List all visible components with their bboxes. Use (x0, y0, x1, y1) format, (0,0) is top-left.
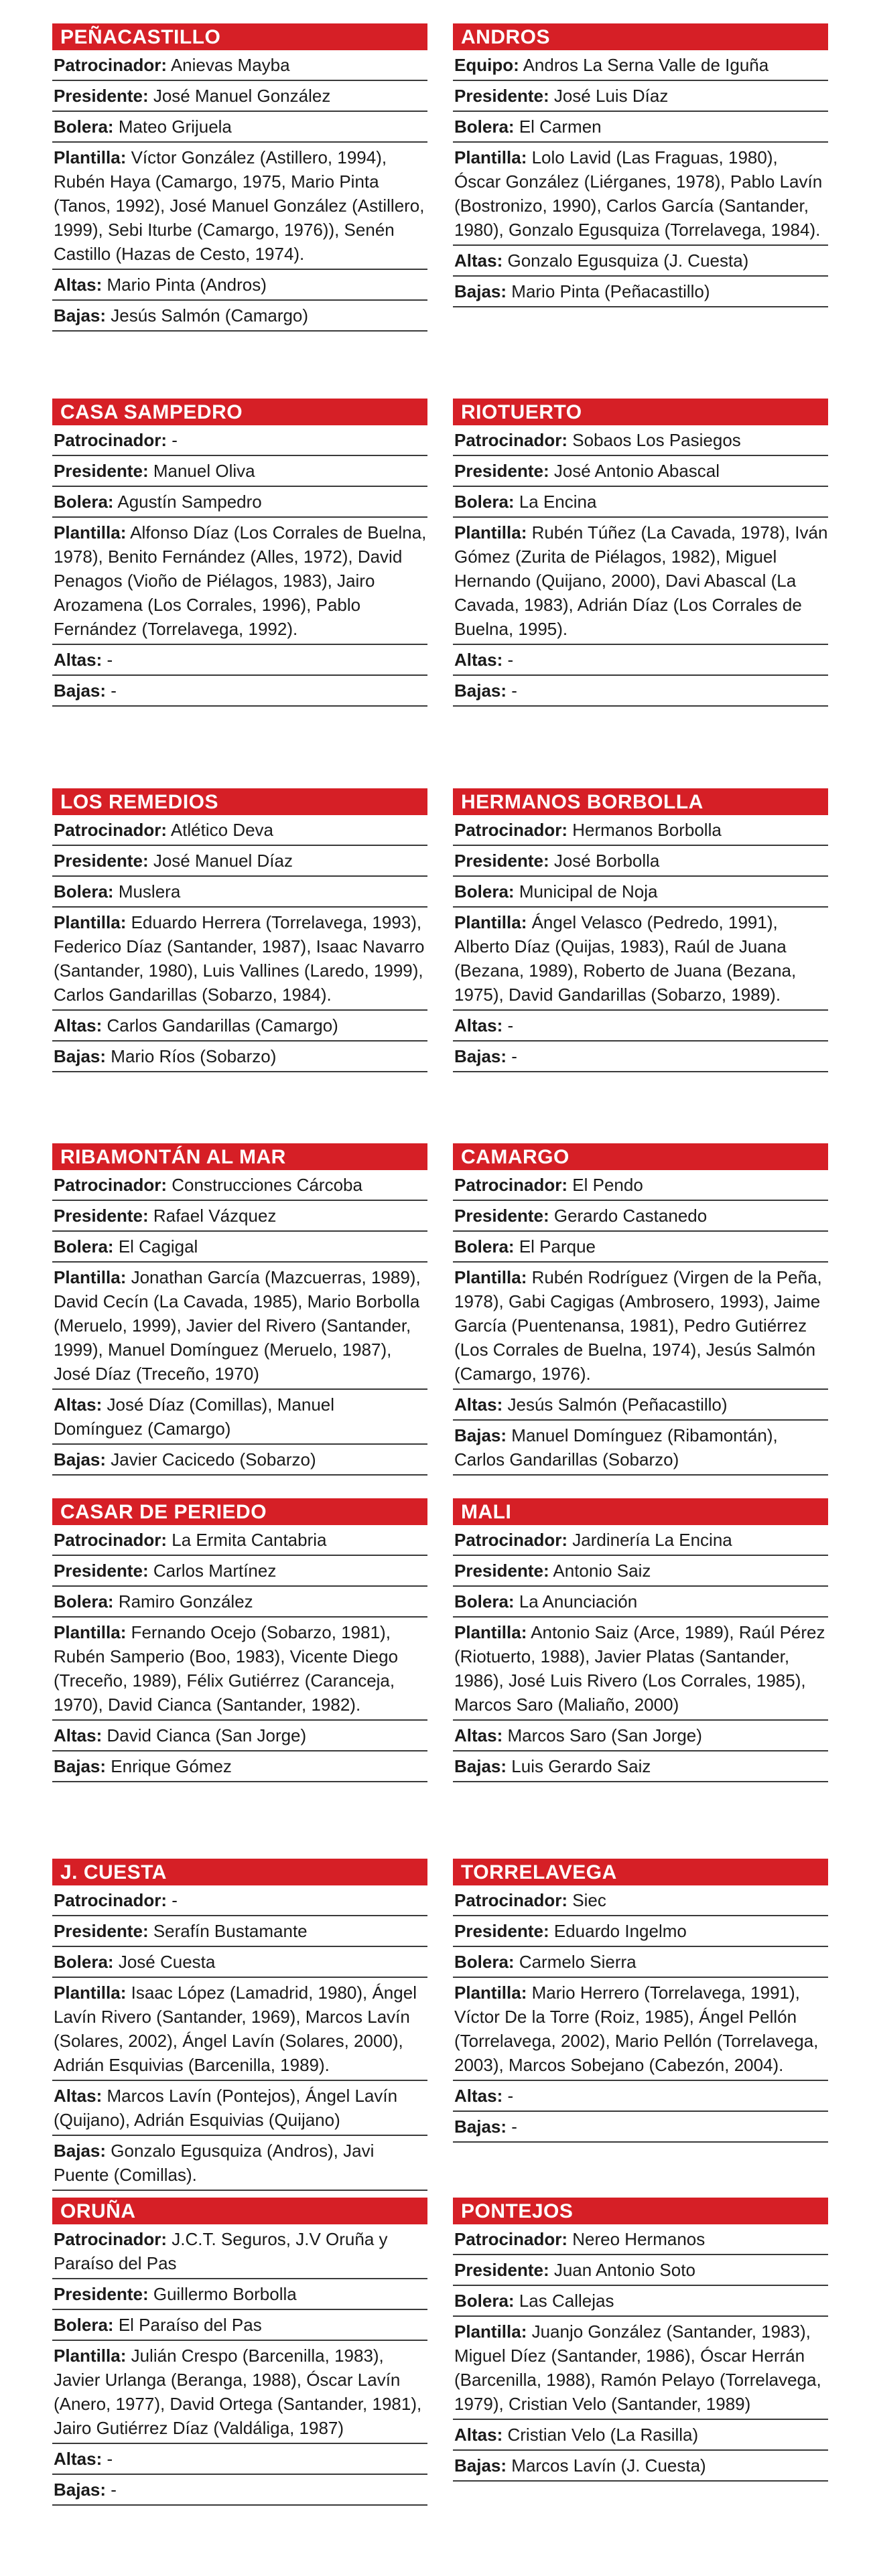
sponsor-value: Nereo Hermanos (572, 2229, 706, 2249)
president-label: Presidente: (54, 461, 149, 481)
president-value: Gerardo Castanedo (553, 1206, 708, 1226)
team-card-penacastillo (52, 23, 427, 332)
president-value: Juan Antonio Soto (553, 2260, 695, 2280)
president-row (52, 1556, 427, 1587)
in-label: Altas: (454, 1725, 503, 1745)
out-value: - (511, 681, 517, 701)
out-label: Bajas: (54, 1756, 107, 1776)
roster-row (52, 1263, 427, 1390)
roster-value: Antonio Saiz (Arce, 1989), Raúl Pérez (Riotuerto, 1988), Javier Platas (Santander, 1986), José Luis Rivero (Los Corrales, 1985), Marcos Saro (Maliaño, 2000) (454, 1622, 825, 1715)
sponsor-row (453, 1525, 828, 1556)
sponsor-value: El Pendo (572, 1175, 643, 1195)
out-row (52, 676, 427, 707)
sponsor-row (52, 425, 427, 456)
sponsor-row (52, 815, 427, 846)
team-name: ANDROS (453, 23, 828, 50)
in-row (52, 1390, 427, 1445)
roster-value: Rubén Túñez (La Cavada, 1978), Iván Gómez (Zurita de Piélagos, 1982), Miguel Hernando (Quijano, 2000), Davi Abascal (La Cavada, 1983), Adrián Díaz (Los Corrales de Buelna, 1995). (454, 522, 828, 639)
team-label: Equipo: (454, 55, 519, 75)
venue-label: Bolera: (54, 1952, 114, 1972)
in-label: Altas: (54, 650, 103, 670)
out-row (453, 2112, 828, 2143)
roster-value: Juanjo González (Santander, 1983), Miguel Díez (Santander, 1986), Óscar Herrán (Barcenilla, 1988), Ramón Pelayo (Torrelavega, 1979), Cristian Velo (Santander, 1989) (454, 2321, 821, 2414)
sponsor-value: Jardinería La Encina (572, 1530, 732, 1550)
team-card-casa-sampedro (52, 399, 427, 707)
in-row (453, 645, 828, 676)
sponsor-row (453, 2224, 828, 2255)
sponsor-row (52, 2224, 427, 2279)
out-value: - (511, 2117, 517, 2137)
roster-label: Plantilla: (454, 1622, 527, 1642)
roster-label: Plantilla: (454, 522, 527, 543)
sponsor-label: Patrocinador: (54, 55, 168, 75)
roster-label: Plantilla: (454, 147, 527, 167)
president-value: José Manuel González (153, 86, 331, 106)
venue-row (453, 1587, 828, 1618)
in-value: Gonzalo Egusquiza (J. Cuesta) (507, 251, 749, 271)
venue-label: Bolera: (454, 881, 515, 902)
roster-row (52, 143, 427, 270)
out-value: Enrique Gómez (111, 1756, 232, 1776)
in-value: Jesús Salmón (Peñacastillo) (507, 1394, 728, 1415)
out-row (453, 277, 828, 307)
in-value: Cristian Velo (La Rasilla) (507, 2425, 699, 2445)
out-row (52, 301, 427, 332)
president-label: Presidente: (54, 1561, 149, 1581)
president-value: Serafín Bustamante (153, 1921, 308, 1941)
sponsor-label: Patrocinador: (454, 820, 568, 840)
in-row (453, 1011, 828, 1042)
roster-label: Plantilla: (54, 1622, 127, 1642)
in-label: Altas: (54, 275, 103, 295)
in-value: - (107, 650, 113, 670)
president-row (453, 1556, 828, 1587)
venue-value: La Anunciación (519, 1591, 638, 1612)
team-card-ribamontan-al-mar (52, 1143, 427, 1476)
sponsor-label: Patrocinador: (54, 1175, 168, 1195)
venue-row (52, 2310, 427, 2341)
in-row (52, 1011, 427, 1042)
venue-row (52, 877, 427, 908)
out-row (52, 2475, 427, 2506)
in-value: - (107, 2449, 113, 2469)
venue-label: Bolera: (454, 117, 515, 137)
in-label: Altas: (454, 2425, 503, 2445)
venue-value: El Cagigal (118, 1236, 198, 1257)
sponsor-label: Patrocinador: (454, 1530, 568, 1550)
team-card-j-cuesta (52, 1859, 427, 2191)
president-row (453, 1916, 828, 1947)
sponsor-row (453, 1170, 828, 1201)
out-row (52, 2136, 427, 2191)
venue-value: Muslera (118, 881, 181, 902)
sponsor-row (52, 50, 427, 81)
out-label: Bajas: (54, 681, 107, 701)
roster-row (52, 1978, 427, 2081)
out-row (52, 1445, 427, 1476)
president-row (453, 1201, 828, 1232)
president-row (453, 2255, 828, 2286)
president-label: Presidente: (54, 1206, 149, 1226)
team-value: Andros La Serna Valle de Iguña (523, 55, 769, 75)
president-label: Presidente: (454, 2260, 549, 2280)
out-value: Javier Cacicedo (Sobarzo) (111, 1449, 316, 1470)
sponsor-row (52, 1170, 427, 1201)
out-label: Bajas: (54, 1046, 107, 1066)
out-value: Manuel Domínguez (Ribamontán), Carlos Gandarillas (Sobarzo) (454, 1425, 778, 1470)
out-row (52, 1751, 427, 1782)
in-label: Altas: (454, 650, 503, 670)
out-row (453, 1751, 828, 1782)
sponsor-value: La Ermita Cantabria (172, 1530, 327, 1550)
president-row (453, 456, 828, 487)
president-value: Guillermo Borbolla (153, 2284, 297, 2304)
roster-label: Plantilla: (54, 522, 127, 543)
sponsor-value: Hermanos Borbolla (572, 820, 722, 840)
roster-value: Rubén Rodríguez (Virgen de la Peña, 1978), Gabi Cagigas (Ambrosero, 1993), Jaime García (Puentenansa, 1981), Pedro Gutiérrez (Los Corrales de Buelna, 1974), Jesús Salmón (Camargo, 1976). (454, 1267, 822, 1384)
out-value: - (511, 1046, 517, 1066)
in-value: David Cianca (San Jorge) (107, 1725, 307, 1745)
venue-label: Bolera: (54, 117, 114, 137)
president-row (52, 1916, 427, 1947)
president-value: Antonio Saiz (553, 1561, 651, 1581)
out-label: Bajas: (454, 1425, 507, 1445)
in-row (52, 270, 427, 301)
sponsor-row (52, 1525, 427, 1556)
in-row (453, 246, 828, 277)
president-row (453, 81, 828, 112)
roster-value: Fernando Ocejo (Sobarzo, 1981), Rubén Samperio (Boo, 1983), Vicente Diego (Treceño, 1989), Félix Gutiérrez (Caranceja, 1970), David Cianca (Santander, 1982). (54, 1622, 399, 1715)
president-value: Rafael Vázquez (153, 1206, 277, 1226)
out-row (453, 1042, 828, 1072)
venue-value: El Paraíso del Pas (118, 2315, 262, 2335)
venue-label: Bolera: (54, 2315, 114, 2335)
in-value: Marcos Saro (San Jorge) (507, 1725, 702, 1745)
venue-row (453, 1947, 828, 1978)
roster-label: Plantilla: (54, 2346, 127, 2366)
out-label: Bajas: (454, 681, 507, 701)
sponsor-label: Patrocinador: (454, 2229, 568, 2249)
president-row (453, 846, 828, 877)
roster-label: Plantilla: (454, 1983, 527, 2003)
president-label: Presidente: (454, 1206, 549, 1226)
out-label: Bajas: (454, 281, 507, 301)
in-value: - (507, 650, 514, 670)
sponsor-row (52, 1885, 427, 1916)
president-label: Presidente: (454, 1561, 549, 1581)
roster-row (453, 1978, 828, 2081)
venue-value: Municipal de Noja (519, 881, 658, 902)
venue-row (453, 877, 828, 908)
out-value: Mario Pinta (Peñacastillo) (511, 281, 710, 301)
in-value: Marcos Lavín (Pontejos), Ángel Lavín (Quijano), Adrián Esquivias (Quijano) (54, 2086, 398, 2130)
sponsor-row (453, 425, 828, 456)
roster-label: Plantilla: (54, 912, 127, 932)
venue-label: Bolera: (454, 1236, 515, 1257)
president-value: José Borbolla (553, 851, 660, 871)
out-value: - (111, 2480, 117, 2500)
venue-value: El Carmen (519, 117, 602, 137)
president-label: Presidente: (54, 86, 149, 106)
out-label: Bajas: (54, 305, 107, 326)
roster-value: Jonathan García (Mazcuerras, 1989), David Cecín (La Cavada, 1985), Mario Borbolla (Meruelo, 1999), Javier del Rivero (Santander, 1999), Manuel Domínguez (Meruelo, 1987), José Díaz (Treceño, 1970) (54, 1267, 421, 1384)
in-row (52, 645, 427, 676)
sponsor-label: Patrocinador: (54, 430, 168, 450)
venue-label: Bolera: (54, 881, 114, 902)
team-name: TORRELAVEGA (453, 1859, 828, 1885)
president-value: José Luis Díaz (553, 86, 669, 106)
team-card-los-remedios (52, 788, 427, 1072)
president-row (52, 456, 427, 487)
out-value: Luis Gerardo Saiz (511, 1756, 651, 1776)
roster-label: Plantilla: (54, 1267, 127, 1287)
roster-value: Mario Herrero (Torrelavega, 1991), Víctor De la Torre (Roiz, 1985), Ángel Pellón (Torrelavega, 2002), Mario Pellón (Torrelavega, 2003), Marcos Sobejano (Cabezón, 2004). (454, 1983, 819, 2075)
president-value: José Antonio Abascal (553, 461, 720, 481)
president-value: Carlos Martínez (153, 1561, 277, 1581)
president-value: Manuel Oliva (153, 461, 255, 481)
team-card-hermanos-borbolla (453, 788, 828, 1072)
team-name: MALI (453, 1498, 828, 1525)
team-name: LOS REMEDIOS (52, 788, 427, 815)
team-card-torrelavega (453, 1859, 828, 2143)
sponsor-label: Patrocinador: (454, 430, 568, 450)
in-row (453, 1390, 828, 1421)
roster-value: Isaac López (Lamadrid, 1980), Ángel Lavín Rivero (Santander, 1969), Marcos Lavín (Solares, 2002), Ángel Lavín (Solares, 2000), Adrián Esquivias (Barcenilla, 1989). (54, 1983, 417, 2075)
in-row (453, 2420, 828, 2451)
venue-row (52, 1587, 427, 1618)
venue-label: Bolera: (54, 492, 114, 512)
roster-row (52, 2341, 427, 2444)
venue-row (453, 1232, 828, 1263)
president-row (52, 2279, 427, 2310)
president-label: Presidente: (54, 851, 149, 871)
out-value: Marcos Lavín (J. Cuesta) (511, 2455, 706, 2476)
roster-value: Alfonso Díaz (Los Corrales de Buelna, 1978), Benito Fernández (Alles, 1972), David Penagos (Vioño de Piélagos, 1983), Jairo Arozamena (Los Corrales, 1996), Pablo Fernández (Torrelavega, 1992). (54, 522, 427, 639)
venue-row (453, 487, 828, 518)
out-value: Jesús Salmón (Camargo) (111, 305, 309, 326)
roster-label: Plantilla: (454, 912, 527, 932)
roster-label: Plantilla: (54, 147, 127, 167)
team-name: RIOTUERTO (453, 399, 828, 425)
venue-row (52, 112, 427, 143)
team-name: J. CUESTA (52, 1859, 427, 1885)
sponsor-label: Patrocinador: (454, 1175, 568, 1195)
president-value: Eduardo Ingelmo (553, 1921, 687, 1941)
sponsor-value: J.C.T. Seguros, J.V Oruña y Paraíso del Pas (54, 2229, 388, 2273)
in-value: José Díaz (Comillas), Manuel Domínguez (Camargo) (54, 1394, 335, 1439)
in-label: Altas: (54, 2086, 103, 2106)
venue-value: Las Callejas (519, 2291, 614, 2311)
in-value: Mario Pinta (Andros) (107, 275, 267, 295)
president-label: Presidente: (454, 86, 549, 106)
out-value: Gonzalo Egusquiza (Andros), Javi Puente (Comillas). (54, 2141, 375, 2185)
president-row (52, 81, 427, 112)
venue-value: Ramiro González (118, 1591, 253, 1612)
team-name: ORUÑA (52, 2198, 427, 2224)
president-label: Presidente: (54, 1921, 149, 1941)
president-label: Presidente: (54, 2284, 149, 2304)
sponsor-value: Siec (572, 1890, 606, 1910)
in-label: Altas: (454, 2086, 503, 2106)
in-label: Altas: (54, 1015, 103, 1035)
roster-row (52, 518, 427, 645)
roster-value: Ángel Velasco (Pedredo, 1991), Alberto Díaz (Quijas, 1983), Raúl de Juana (Bezana, 1989), Roberto de Juana (Bezana, 1975), David Gandarillas (Sobarzo, 1989). (454, 912, 797, 1005)
in-label: Altas: (454, 1015, 503, 1035)
roster-row (453, 2317, 828, 2420)
in-row (453, 1721, 828, 1751)
venue-label: Bolera: (454, 1952, 515, 1972)
out-label: Bajas: (454, 1756, 507, 1776)
out-row (453, 2451, 828, 2482)
president-row (52, 846, 427, 877)
out-label: Bajas: (454, 2117, 507, 2137)
venue-row (453, 2286, 828, 2317)
team-name: RIBAMONTÁN AL MAR (52, 1143, 427, 1170)
out-value: - (111, 681, 117, 701)
sponsor-label: Patrocinador: (54, 2229, 168, 2249)
sponsor-value: Sobaos Los Pasiegos (572, 430, 741, 450)
venue-row (52, 1947, 427, 1978)
out-row (453, 676, 828, 707)
president-row (52, 1201, 427, 1232)
team-card-camargo (453, 1143, 828, 1476)
sponsor-label: Patrocinador: (54, 1530, 168, 1550)
venue-label: Bolera: (54, 1236, 114, 1257)
roster-value: Víctor González (Astillero, 1994), Rubén Haya (Camargo, 1975, Mario Pinta (Tanos, 1992), José Manuel González (Astillero, 1999), Sebi Iturbe (Camargo, 1976)), Senén Castillo (Hazas de Cesto, 1974). (54, 147, 425, 264)
venue-value: Agustín Sampedro (117, 492, 262, 512)
venue-label: Bolera: (454, 2291, 515, 2311)
out-row (52, 1042, 427, 1072)
roster-row (453, 1618, 828, 1721)
venue-label: Bolera: (54, 1591, 114, 1612)
roster-row (453, 518, 828, 645)
sponsor-row (453, 1885, 828, 1916)
roster-label: Plantilla: (54, 1983, 127, 2003)
out-value: Mario Ríos (Sobarzo) (111, 1046, 277, 1066)
out-label: Bajas: (454, 2455, 507, 2476)
in-label: Altas: (54, 1725, 103, 1745)
out-label: Bajas: (454, 1046, 507, 1066)
in-value: - (507, 2086, 514, 2106)
team-card-casar-de-periedo (52, 1498, 427, 1782)
team-name: CAMARGO (453, 1143, 828, 1170)
team-card-andros (453, 23, 828, 307)
out-label: Bajas: (54, 1449, 107, 1470)
sponsor-value: Atlético Deva (170, 820, 274, 840)
venue-row (52, 1232, 427, 1263)
team-card-riotuerto (453, 399, 828, 707)
in-row (453, 2081, 828, 2112)
venue-label: Bolera: (454, 492, 515, 512)
out-label: Bajas: (54, 2480, 107, 2500)
team-row (453, 50, 828, 81)
sponsor-row (453, 815, 828, 846)
team-name: PONTEJOS (453, 2198, 828, 2224)
in-value: - (507, 1015, 514, 1035)
sponsor-value: - (172, 1890, 178, 1910)
venue-value: La Encina (519, 492, 597, 512)
sponsor-label: Patrocinador: (54, 1890, 168, 1910)
team-name: CASA SAMPEDRO (52, 399, 427, 425)
sponsor-label: Patrocinador: (454, 1890, 568, 1910)
president-value: José Manuel Díaz (153, 851, 293, 871)
sponsor-label: Patrocinador: (54, 820, 168, 840)
in-value: Carlos Gandarillas (Camargo) (107, 1015, 338, 1035)
roster-label: Plantilla: (454, 2321, 527, 2342)
roster-value: Julián Crespo (Barcenilla, 1983), Javier Urlanga (Beranga, 1988), Óscar Lavín (Anero, 1977), David Ortega (Santander, 1981), Jairo Gutiérrez Díaz (Valdáliga, 1987) (54, 2346, 422, 2438)
president-label: Presidente: (454, 461, 549, 481)
in-label: Altas: (54, 2449, 103, 2469)
team-name: PEÑACASTILLO (52, 23, 427, 50)
in-label: Altas: (454, 251, 503, 271)
roster-value: Eduardo Herrera (Torrelavega, 1993), Federico Díaz (Santander, 1987), Isaac Navarro (Santander, 1980), Luis Vallines (Laredo, 1999), Carlos Gandarillas (Sobarzo, 1984). (54, 912, 425, 1005)
out-row (453, 1421, 828, 1476)
team-card-oruna (52, 2198, 427, 2506)
venue-row (52, 487, 427, 518)
venue-row (453, 112, 828, 143)
in-label: Altas: (454, 1394, 503, 1415)
roster-row (453, 1263, 828, 1390)
venue-value: El Parque (519, 1236, 596, 1257)
team-name: HERMANOS BORBOLLA (453, 788, 828, 815)
roster-value: Lolo Lavid (Las Fraguas, 1980), Óscar González (Liérganes, 1978), Pablo Lavín (Bostronizo, 1990), Carlos García (Santander, 1980), Gonzalo Egusquiza (Torrelavega, 1984). (454, 147, 823, 240)
sponsor-value: Anievas Mayba (170, 55, 290, 75)
roster-row (52, 1618, 427, 1721)
out-label: Bajas: (54, 2141, 107, 2161)
team-card-pontejos (453, 2198, 828, 2482)
venue-value: Carmelo Sierra (519, 1952, 636, 1972)
in-row (52, 2081, 427, 2136)
venue-label: Bolera: (454, 1591, 515, 1612)
in-label: Altas: (54, 1394, 103, 1415)
roster-row (453, 143, 828, 246)
venue-value: José Cuesta (118, 1952, 216, 1972)
roster-row (453, 908, 828, 1011)
team-card-mali (453, 1498, 828, 1782)
sponsor-value: - (172, 430, 178, 450)
in-row (52, 2444, 427, 2475)
sponsor-value: Construcciones Cárcoba (172, 1175, 362, 1195)
roster-row (52, 908, 427, 1011)
president-label: Presidente: (454, 1921, 549, 1941)
president-label: Presidente: (454, 851, 549, 871)
in-row (52, 1721, 427, 1751)
roster-label: Plantilla: (454, 1267, 527, 1287)
team-name: CASAR DE PERIEDO (52, 1498, 427, 1525)
venue-value: Mateo Grijuela (118, 117, 232, 137)
